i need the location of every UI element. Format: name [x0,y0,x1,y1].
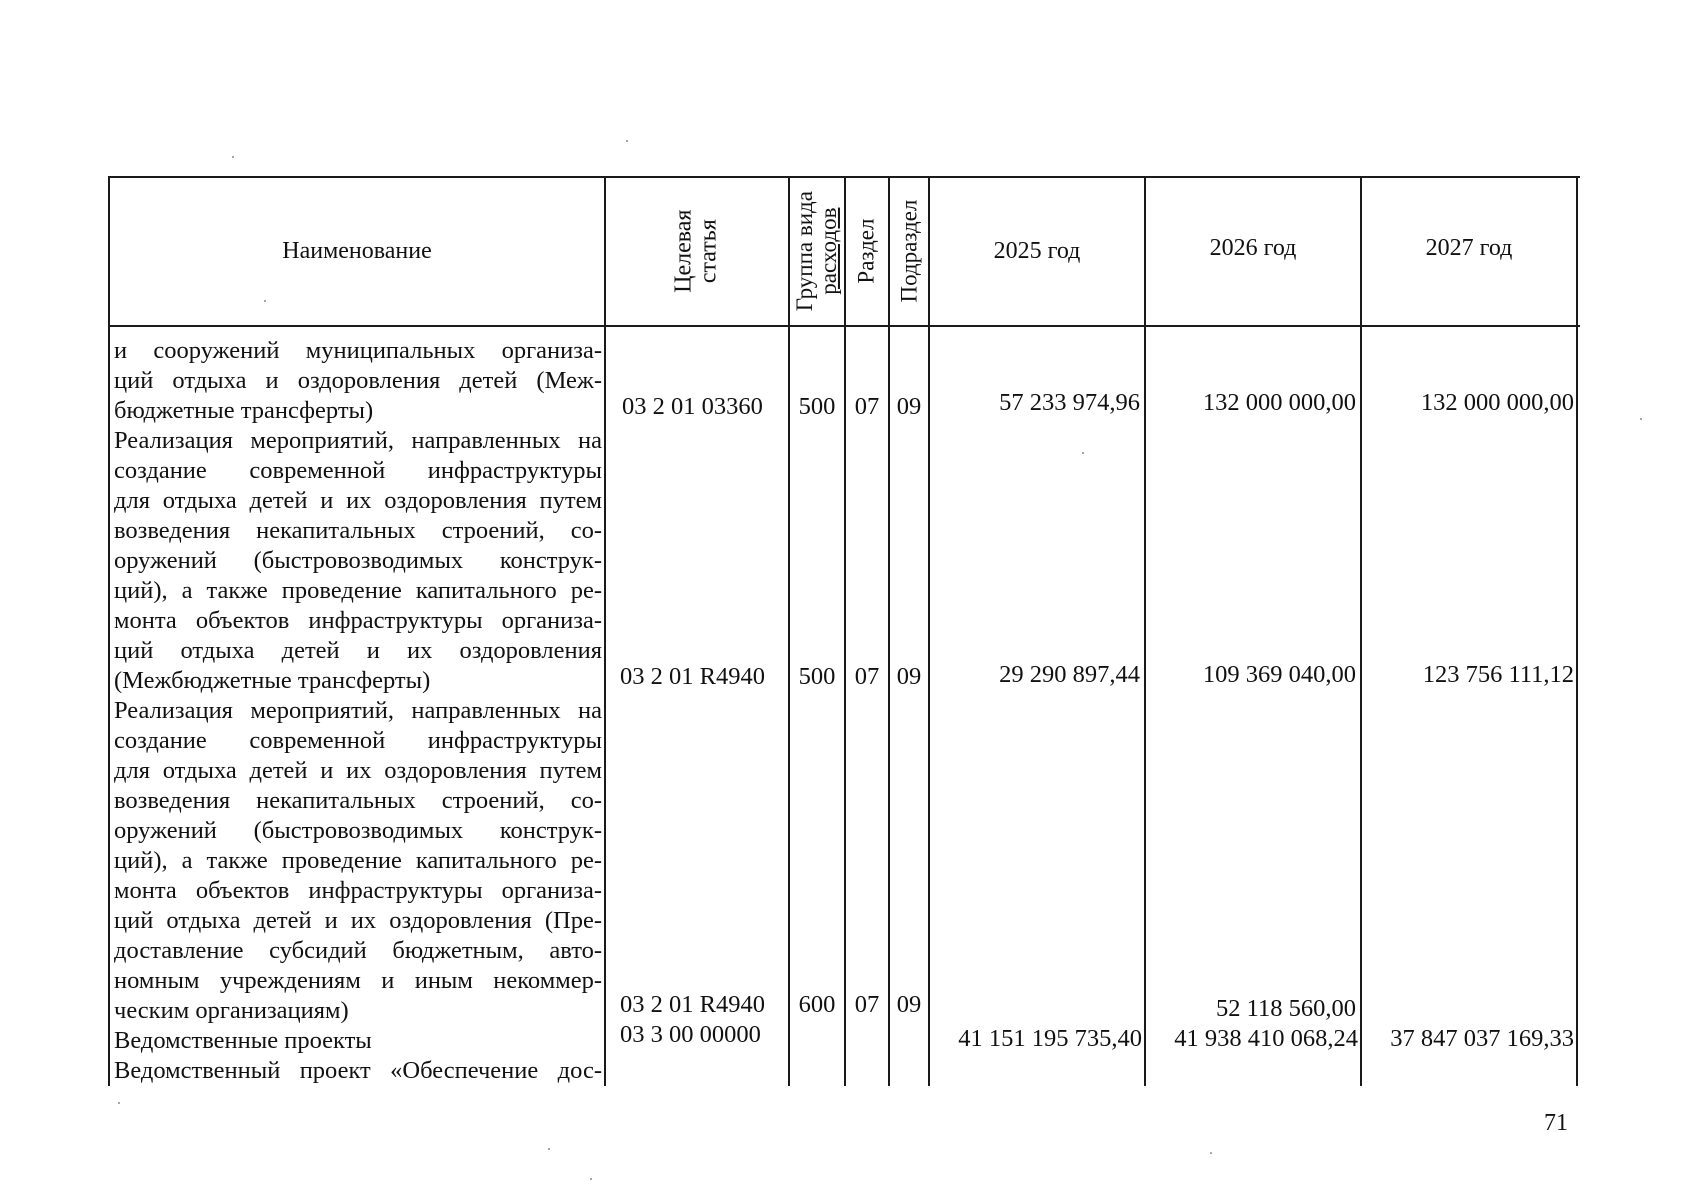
scan-speck [1210,1152,1212,1154]
row-1-name-line-5: ций), а также проведение капитального ре- [114,577,602,604]
row-2-name-line-8: доставление субсидий бюджетным, авто- [114,937,602,964]
scan-speck [232,156,234,158]
page-number: 71 [1544,1110,1568,1136]
row-2-name-line-3: возведения некапитальных строений, со- [114,787,602,814]
scan-speck [590,1178,592,1180]
row-2-subsection: 09 [896,991,922,1018]
row-2-name-line-10: ческим организациям) [114,997,349,1024]
row-1-name-line-6: монта объектов инфраструктуры организа- [114,607,602,634]
row-1-name-line-7: ций отдыха детей и их оздоровления [114,637,602,664]
header-expense-group-line1: Группа вида [791,191,817,312]
row-1-name-line-0: Реализация мероприятий, направленных на [114,427,602,454]
row-3-name-line-0: Ведомственные проекты [114,1027,372,1054]
row-1-name-line-8: (Межбюджетные трансферты) [114,667,431,694]
row-4-name-line-0: Ведомственный проект «Обеспечение дос- [114,1057,602,1084]
row-1-section: 07 [854,663,880,690]
header-2026 [1146,178,1360,318]
header-target-article [606,178,788,325]
row-0-subsection: 09 [896,393,922,420]
row-1-name-line-2: для отдыха детей и их оздоровления путем [114,487,602,514]
row-0-2026: 132 000 000,00 [1202,389,1356,416]
row-2-name-line-4: оружений (быстровозводимых конструк- [114,817,602,844]
row-1-article: 03 2 01 R4940 [620,663,765,690]
scan-speck [1640,418,1642,420]
scan-speck [1082,452,1084,454]
header-2027-text: 2027 год [1425,234,1513,261]
row-3-article: 03 3 00 00000 [620,1021,761,1048]
header-name [110,178,604,325]
row-2-name-line-0: Реализация мероприятий, направленных на [114,697,602,724]
header-2025-text: 2025 год [993,238,1081,265]
row-2-name-line-1: создание современной инфраструктуры [114,727,602,754]
header-subsection-text: Подраздел [895,200,921,303]
row-2-name-line-6: монта объектов инфраструктуры организа- [114,877,602,904]
row-0-section: 07 [854,393,880,420]
row-3-2027: 37 847 037 169,33 [1390,1025,1574,1052]
row-1-name-line-1: создание современной инфраструктуры [114,457,602,484]
row-1-subsection: 09 [896,663,922,690]
row-1-group: 500 [798,663,836,690]
header-target-article-line2: статья [695,219,722,284]
row-1-name-line-3: возведения некапитальных строений, со- [114,517,602,544]
scan-speck [264,300,266,302]
row-3-2025: 41 151 195 735,40 [958,1025,1142,1052]
row-2-2026: 52 118 560,00 [1216,995,1356,1022]
header-section-text: Раздел [853,218,879,285]
row-1-2027: 123 756 111,12 [1422,661,1574,688]
row-1-name-line-4: оружений (быстровозводимых конструк- [114,547,602,574]
row-0-name-line-0: и сооружений муниципальных организа- [114,337,602,364]
header-expense-group [790,178,844,325]
row-2-name-line-2: для отдыха детей и их оздоровления путем [114,757,602,784]
row-0-name-line-1: ций отдыха и оздоровления детей (Меж- [114,367,602,394]
row-2-name-line-9: номным учреждениям и иным некоммер- [114,967,602,994]
header-2025 [930,178,1144,325]
row-1-2025: 29 290 897,44 [999,661,1140,688]
header-2027 [1362,178,1576,318]
header-expense-group-line2: расходов [816,207,842,296]
row-2-section: 07 [854,991,880,1018]
header-target-article-line1: Целевая [670,209,697,294]
row-2-name-line-7: ций отдыха детей и их оздоровления (Пре- [114,907,602,934]
row-2-name-line-5: ций), а также проведение капитального ре- [114,847,602,874]
row-0-2025: 57 233 974,96 [999,389,1140,416]
row-0-name-line-2: бюджетные трансферты) [114,397,374,424]
header-name-text: Наименование [282,238,432,265]
header-2026-text: 2026 год [1209,234,1297,261]
scan-speck [118,1102,120,1104]
scan-speck [626,140,628,142]
row-0-2027: 132 000 000,00 [1420,389,1574,416]
header-subsection [890,178,928,325]
row-2-group: 600 [798,991,836,1018]
header-section [846,178,888,325]
scan-speck [548,1148,550,1150]
name-column [114,336,602,1086]
row-3-2026: 41 938 410 068,24 [1174,1025,1358,1052]
row-0-group: 500 [798,393,836,420]
row-1-2026: 109 369 040,00 [1202,661,1356,688]
row-2-article: 03 2 01 R4940 [620,991,765,1018]
row-0-article: 03 2 01 03360 [622,393,763,420]
